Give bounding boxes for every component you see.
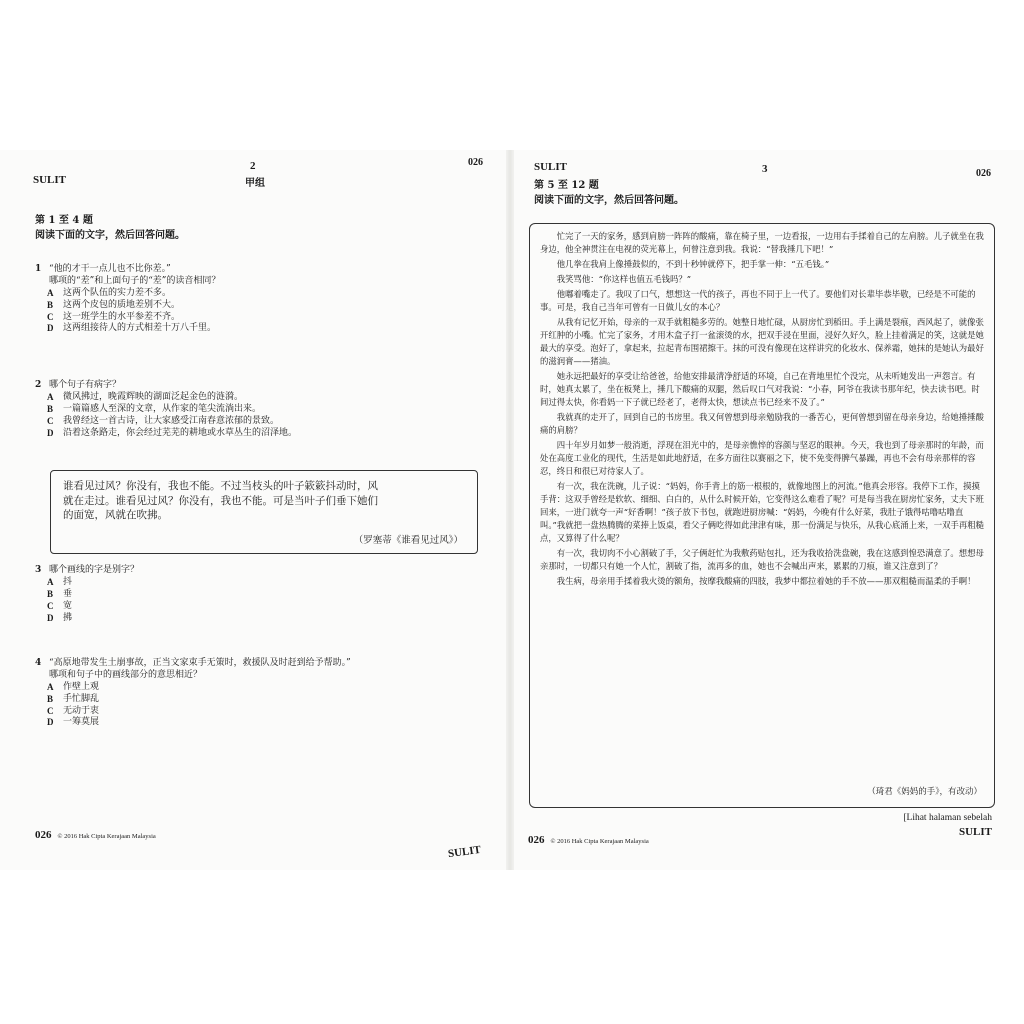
option-d[interactable] <box>47 323 465 335</box>
option-text: 这两个队伍的实力差不多。 <box>63 287 172 298</box>
option-letter: D <box>47 717 54 728</box>
option-c[interactable] <box>47 312 465 324</box>
story-passage-box <box>529 223 995 808</box>
right-footer <box>528 833 649 848</box>
lihat-halaman-text: [Lihat halaman sebelah <box>903 813 992 823</box>
story-paragraph: 有一次，我在洗碗，儿子说：“妈妈，你手背上的筋一根根的，就像地图上的河流。”他真会形容。我停下工作，摸摸手背：这双手曾经是软软、细细、白白的，从什么时候开始，它变得这么难看了呢？可是每当我在厨房忙家务，丈夫下班回来，一进门就夸一声“好香啊！”孩子放下书包，就跑进厨房喊：“妈妈，今晚有什么好菜，我肚子饿得咕噜咕噜直叫。”我就把一盘热腾腾的菜捧上饭桌，看父子俩吃得如此津津有味，那一份满足与快乐，从我心底涌上来，一双手再粗糙点，又算得了什么呢？ <box>540 481 984 544</box>
left-footer <box>35 828 156 843</box>
story-paragraph: 我就真的走开了，回到自己的书房里。我又何曾想到母亲勉励我的一番苦心，更何曾想到留在母亲身边，给她捶捶酸痛的肩膀？ <box>540 412 984 436</box>
option-a[interactable] <box>47 682 465 694</box>
option-letter: C <box>47 705 54 716</box>
option-c[interactable] <box>47 706 465 718</box>
footer-sulit-label: SULIT <box>447 843 482 861</box>
question-stem-line: “高原地带发生土崩事故，正当文家束手无策时，救援队及时赶到给予帮助。” <box>49 658 351 668</box>
option-text: 沿着这条路走，你会经过芜芜的耕地或水草丛生的沼泽地。 <box>63 427 298 438</box>
option-letter: B <box>47 588 54 599</box>
option-letter: D <box>47 427 54 438</box>
passage-line: 就在走过。谁看见过风？你没有，我也不能。可是当叶子们垂下她们 <box>63 494 378 507</box>
corner-code: 026 <box>976 168 991 179</box>
corner-code: 026 <box>468 157 483 168</box>
story-paragraph: 忙完了一天的家务，感到肩膀一阵阵的酸痛，靠在椅子里，一边看报，一边用右手揉着自己的左肩膀。儿子就坐在我身边，他全神贯注在电视的荧光幕上，何曾注意到我。我说：“替我捶几下吧！” <box>540 231 984 255</box>
option-d[interactable] <box>47 428 465 440</box>
passage-line: 谁看见过风？你没有，我也不能。不过当枝头的叶子簌簌抖动时，风 <box>63 480 378 492</box>
option-d[interactable] <box>47 613 465 625</box>
passage-box <box>50 470 478 554</box>
question-number: 2 <box>35 380 42 390</box>
question-number: 4 <box>35 658 42 668</box>
option-text: 一筹莫展 <box>63 717 100 728</box>
option-d[interactable] <box>47 717 465 729</box>
question-1 <box>35 264 465 335</box>
option-text: 微风拂过，晚霞辉映的湖面泛起金色的涟漪。 <box>63 391 244 402</box>
option-letter: C <box>47 311 54 322</box>
story-paragraph: 四十年岁月如梦一般消逝，浮现在泪光中的，是母亲憔悴的容颜与坚忍的眼神。今天，我也到了母亲那时的年龄，而处在高度工业化的现代，生活是如此地舒适，在多方面往以赛丽之下，使不免变得脾气暴躁，再也不会有母亲那样的容忍，终日和很已对待家人了。 <box>540 440 984 477</box>
footer-copyright: © 2016 Hak Cipta Kerajaan Malaysia <box>550 838 649 845</box>
instruction-text: 阅读下面的文字，然后回答问题。 <box>35 230 185 241</box>
option-c[interactable] <box>47 601 465 613</box>
option-text: 这一班学生的水平参差不齐。 <box>63 311 181 322</box>
instruction-text: 阅读下面的文字，然后回答问题。 <box>534 195 684 206</box>
option-b[interactable] <box>47 694 465 706</box>
option-b[interactable] <box>47 404 465 416</box>
option-text: 一篇篇感人至深的文章，从作家的笔尖流淌出来。 <box>63 403 262 414</box>
option-text: 宽 <box>63 600 73 611</box>
header-sulit-label: SULIT <box>33 174 67 186</box>
story-paragraph: 有一次，我切肉不小心割破了手，父子俩赶忙为我敷药贴包扎，还为我收拾洗盘碗，我在这感到惶恐满意了。想想母亲那时，一切都只有她一个人忙，割破了指，流再多的血，她也不会喊出声来，累累的刀痕，谁又注意到了？ <box>540 548 984 572</box>
question-stem-line: 哪个句子有病字？ <box>49 380 122 390</box>
footer-code: 026 <box>35 829 52 841</box>
option-letter: A <box>47 576 54 587</box>
question-stem-line: “他的才干一点儿也不比你差。” <box>49 264 171 274</box>
option-text: 无动于衷 <box>63 705 100 716</box>
option-text: 作壁上观 <box>63 681 100 692</box>
option-a[interactable] <box>47 288 465 300</box>
question-stem-line: 哪项的“差”和上面句子的“差”的读音相同？ <box>49 275 221 286</box>
option-letter: D <box>47 612 54 623</box>
question-number: 3 <box>35 565 42 575</box>
story-source: （琦君《妈妈的手》，有改动） <box>867 786 982 797</box>
question-stem-line: 哪个画线的字是别字？ <box>49 565 140 575</box>
exam-paper-spread <box>0 150 1024 870</box>
option-text: 抖 <box>63 576 73 587</box>
option-letter: C <box>47 415 54 426</box>
option-text: 我曾经这一首古诗，让大家感受江南春意浓郁的景致。 <box>63 415 280 426</box>
section-title: 甲组 <box>245 178 265 189</box>
option-b[interactable] <box>47 300 465 312</box>
option-letter: B <box>47 299 54 310</box>
next-page-note <box>842 812 992 839</box>
story-paragraph: 他嘟着嘴走了。我叹了口气，想想这一代的孩子，再也不同于上一代了。要他们对长辈毕恭毕敬，已经是不可能的事。可是，我自己当年可曾有一日做儿女的本心？ <box>540 289 976 313</box>
question-stem-line: 哪项和句子中的画线部分的意思相近？ <box>49 669 203 680</box>
story-paragraph: 从我有记忆开始，母亲的一双手就粗糙多劳的。她整日地忙碌，从厨房忙到稻田。手上满是裂痕，西风起了，就像张开红肿的小嘴。忙完了家务，才用木盒子打一盆滚烫的水，把双手浸在里面，浸好久好久，脸上挂着满足的笑，这就是她最大的享受。泡好了，拿起来，拉起青布围裙擦干。抹的可没有像现在这样讲究的化妆水、保养霜，她抹的是她认为最好的滋润膏——猪油。 <box>540 317 984 367</box>
story-paragraph: 我生病，母亲用手揉着我火烫的额角，按摩我酸痛的四肢，我梦中都拉着她的手不放——那双粗糙而温柔的手啊！ <box>556 576 976 587</box>
question-4 <box>35 658 465 729</box>
header-sulit-label: SULIT <box>534 161 568 173</box>
option-text: 垂 <box>63 588 73 599</box>
option-text: 手忙脚乱 <box>63 693 100 704</box>
option-c[interactable] <box>47 416 465 428</box>
page-number: 2 <box>250 160 256 172</box>
option-text: 这两个皮包的质地差别不大。 <box>63 299 181 310</box>
question-3 <box>35 565 465 624</box>
left-page <box>0 150 508 870</box>
footer-sulit-label: SULIT <box>958 825 992 838</box>
option-letter: A <box>47 391 54 402</box>
option-letter: C <box>47 600 54 611</box>
question-2 <box>35 380 465 439</box>
passage-source: （罗塞蒂《谁看见过风》） <box>353 534 463 546</box>
option-a[interactable] <box>47 577 465 589</box>
option-b[interactable] <box>47 589 465 601</box>
question-number: 1 <box>35 264 42 274</box>
story-paragraph: 她永远把最好的享受让给爸爸，给他安排最清净舒适的环境，自己在背地里忙个没完，从未听她发出一声怨言。有时，她真太累了，坐在板凳上，捶几下酸痛的双腿，然后叹口气对我说：“小春，阿爷在我读书那年纪，快去读书吧。时间过得太快，你看妈一下子就已经老了，老得太快，想读点书已经来不及了。” <box>540 371 980 408</box>
option-letter: A <box>47 287 54 298</box>
option-text: 拂 <box>63 612 73 623</box>
option-letter: A <box>47 681 54 692</box>
story-paragraph: 我笑骂他：“你这样也值五毛钱吗？” <box>556 274 691 285</box>
option-letter: D <box>47 323 54 334</box>
right-page <box>512 150 1024 870</box>
instruction-title: 第 1 至 4 题 <box>35 215 93 226</box>
page-number: 3 <box>762 163 768 175</box>
footer-copyright: © 2016 Hak Cipta Kerajaan Malaysia <box>57 833 156 840</box>
passage-line: 的面宽，风就在吹拂。 <box>63 509 168 522</box>
option-letter: B <box>47 403 54 414</box>
instruction-title: 第 5 至 12 题 <box>534 180 599 191</box>
story-paragraph: 他几拳在我肩上像捶鼓似的，不到十秒钟就停下，把手掌一伸：“五毛钱。” <box>556 259 830 270</box>
option-a[interactable] <box>47 392 465 404</box>
option-text: 这两组接待人的方式相差十万八千里。 <box>63 323 217 334</box>
footer-code: 026 <box>528 834 545 846</box>
option-letter: B <box>47 693 54 704</box>
